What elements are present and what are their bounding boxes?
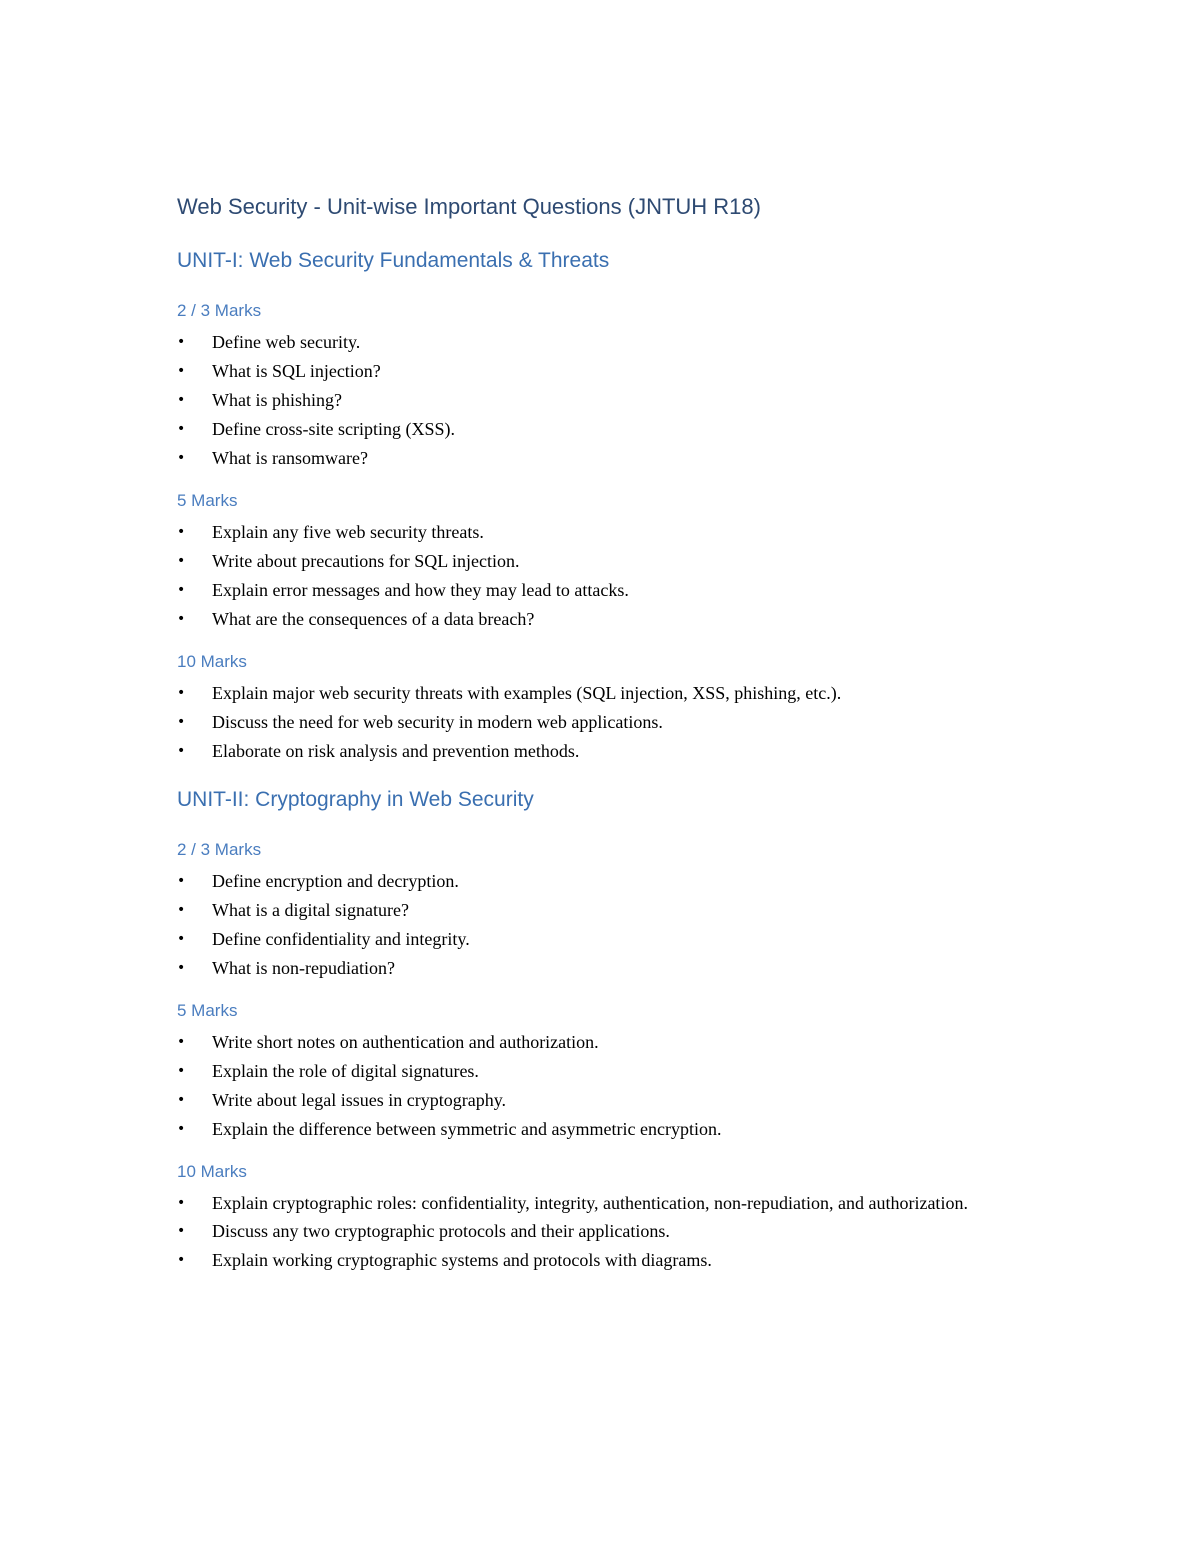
list-item <box>177 1086 1037 1115</box>
bullet-icon: • <box>177 392 186 408</box>
question-text: Write about legal issues in cryptography. <box>212 1090 507 1110</box>
list-item <box>177 518 1037 547</box>
list-item <box>177 1057 1037 1086</box>
question-list <box>177 867 1037 983</box>
list-item <box>177 605 1037 634</box>
list-item <box>177 1217 1037 1246</box>
question-text: Explain any five web security threats. <box>212 522 484 542</box>
marks-heading: 5 Marks <box>177 491 238 510</box>
question-text: Discuss any two cryptographic protocols and their applications. <box>212 1221 670 1241</box>
marks-heading: 10 Marks <box>177 652 247 671</box>
bullet-icon: • <box>177 873 186 889</box>
list-item <box>177 896 1037 925</box>
bullet-icon: • <box>177 1195 186 1211</box>
bullet-icon: • <box>177 421 186 437</box>
question-text: Explain cryptographic roles: confidentiality, integrity, authentication, non-repudiation, and authorization. <box>212 1193 968 1213</box>
question-text: What is SQL injection? <box>212 361 381 381</box>
bullet-icon: • <box>177 334 186 350</box>
question-text: Explain major web security threats with examples (SQL injection, XSS, phishing, etc.). <box>212 683 842 703</box>
bullet-icon: • <box>177 931 186 947</box>
question-text: What are the consequences of a data breach? <box>212 609 535 629</box>
bullet-icon: • <box>177 902 186 918</box>
question-text: Define web security. <box>212 332 361 352</box>
document-title: Web Security - Unit-wise Important Questions (JNTUH R18) <box>177 194 761 219</box>
bullet-icon: • <box>177 743 186 759</box>
question-text: Write about precautions for SQL injection. <box>212 551 520 571</box>
bullet-icon: • <box>177 1252 186 1268</box>
question-list <box>177 328 1037 473</box>
list-item <box>177 576 1037 605</box>
bullet-icon: • <box>177 1034 186 1050</box>
list-item <box>177 1115 1037 1144</box>
question-list <box>177 1028 1037 1144</box>
bullet-icon: • <box>177 582 186 598</box>
list-item <box>177 1028 1037 1057</box>
list-item <box>177 925 1037 954</box>
question-text: What is non-repudiation? <box>212 958 395 978</box>
question-list <box>177 518 1037 634</box>
unit-heading-1: UNIT-I: Web Security Fundamentals & Threats <box>177 249 610 272</box>
question-text: Define encryption and decryption. <box>212 871 459 891</box>
question-text: Explain the role of digital signatures. <box>212 1061 479 1081</box>
question-text: Define cross-site scripting (XSS). <box>212 419 455 439</box>
unit-heading-2: UNIT-II: Cryptography in Web Security <box>177 788 534 811</box>
list-item <box>177 415 1037 444</box>
question-text: Discuss the need for web security in modern web applications. <box>212 712 663 732</box>
bullet-icon: • <box>177 1063 186 1079</box>
list-item <box>177 1189 1037 1217</box>
bullet-icon: • <box>177 1092 186 1108</box>
bullet-icon: • <box>177 960 186 976</box>
list-item <box>177 1246 1037 1275</box>
question-text: Explain the difference between symmetric and asymmetric encryption. <box>212 1119 722 1139</box>
bullet-icon: • <box>177 553 186 569</box>
list-item <box>177 547 1037 576</box>
list-item <box>177 737 1037 766</box>
question-list <box>177 1189 1037 1275</box>
bullet-icon: • <box>177 363 186 379</box>
bullet-icon: • <box>177 1121 186 1137</box>
list-item <box>177 679 1037 708</box>
question-text: What is phishing? <box>212 390 342 410</box>
question-text: What is a digital signature? <box>212 900 409 920</box>
list-item <box>177 954 1037 983</box>
question-text: Explain working cryptographic systems and protocols with diagrams. <box>212 1250 712 1270</box>
question-text: Define confidentiality and integrity. <box>212 929 470 949</box>
list-item <box>177 357 1037 386</box>
bullet-icon: • <box>177 714 186 730</box>
question-text: Write short notes on authentication and authorization. <box>212 1032 599 1052</box>
bullet-icon: • <box>177 450 186 466</box>
list-item <box>177 867 1037 896</box>
question-text: What is ransomware? <box>212 448 368 468</box>
list-item <box>177 328 1037 357</box>
document-body <box>177 192 1037 1275</box>
bullet-icon: • <box>177 611 186 627</box>
question-list <box>177 679 1037 766</box>
bullet-icon: • <box>177 685 186 701</box>
marks-heading: 2 / 3 Marks <box>177 301 262 320</box>
marks-heading: 5 Marks <box>177 1001 238 1020</box>
list-item <box>177 708 1037 737</box>
question-text: Explain error messages and how they may lead to attacks. <box>212 580 629 600</box>
marks-heading: 2 / 3 Marks <box>177 840 262 859</box>
bullet-icon: • <box>177 1223 186 1239</box>
list-item <box>177 444 1037 473</box>
bullet-icon: • <box>177 524 186 540</box>
list-item <box>177 386 1037 415</box>
marks-heading: 10 Marks <box>177 1162 247 1181</box>
question-text: Elaborate on risk analysis and prevention methods. <box>212 741 580 761</box>
